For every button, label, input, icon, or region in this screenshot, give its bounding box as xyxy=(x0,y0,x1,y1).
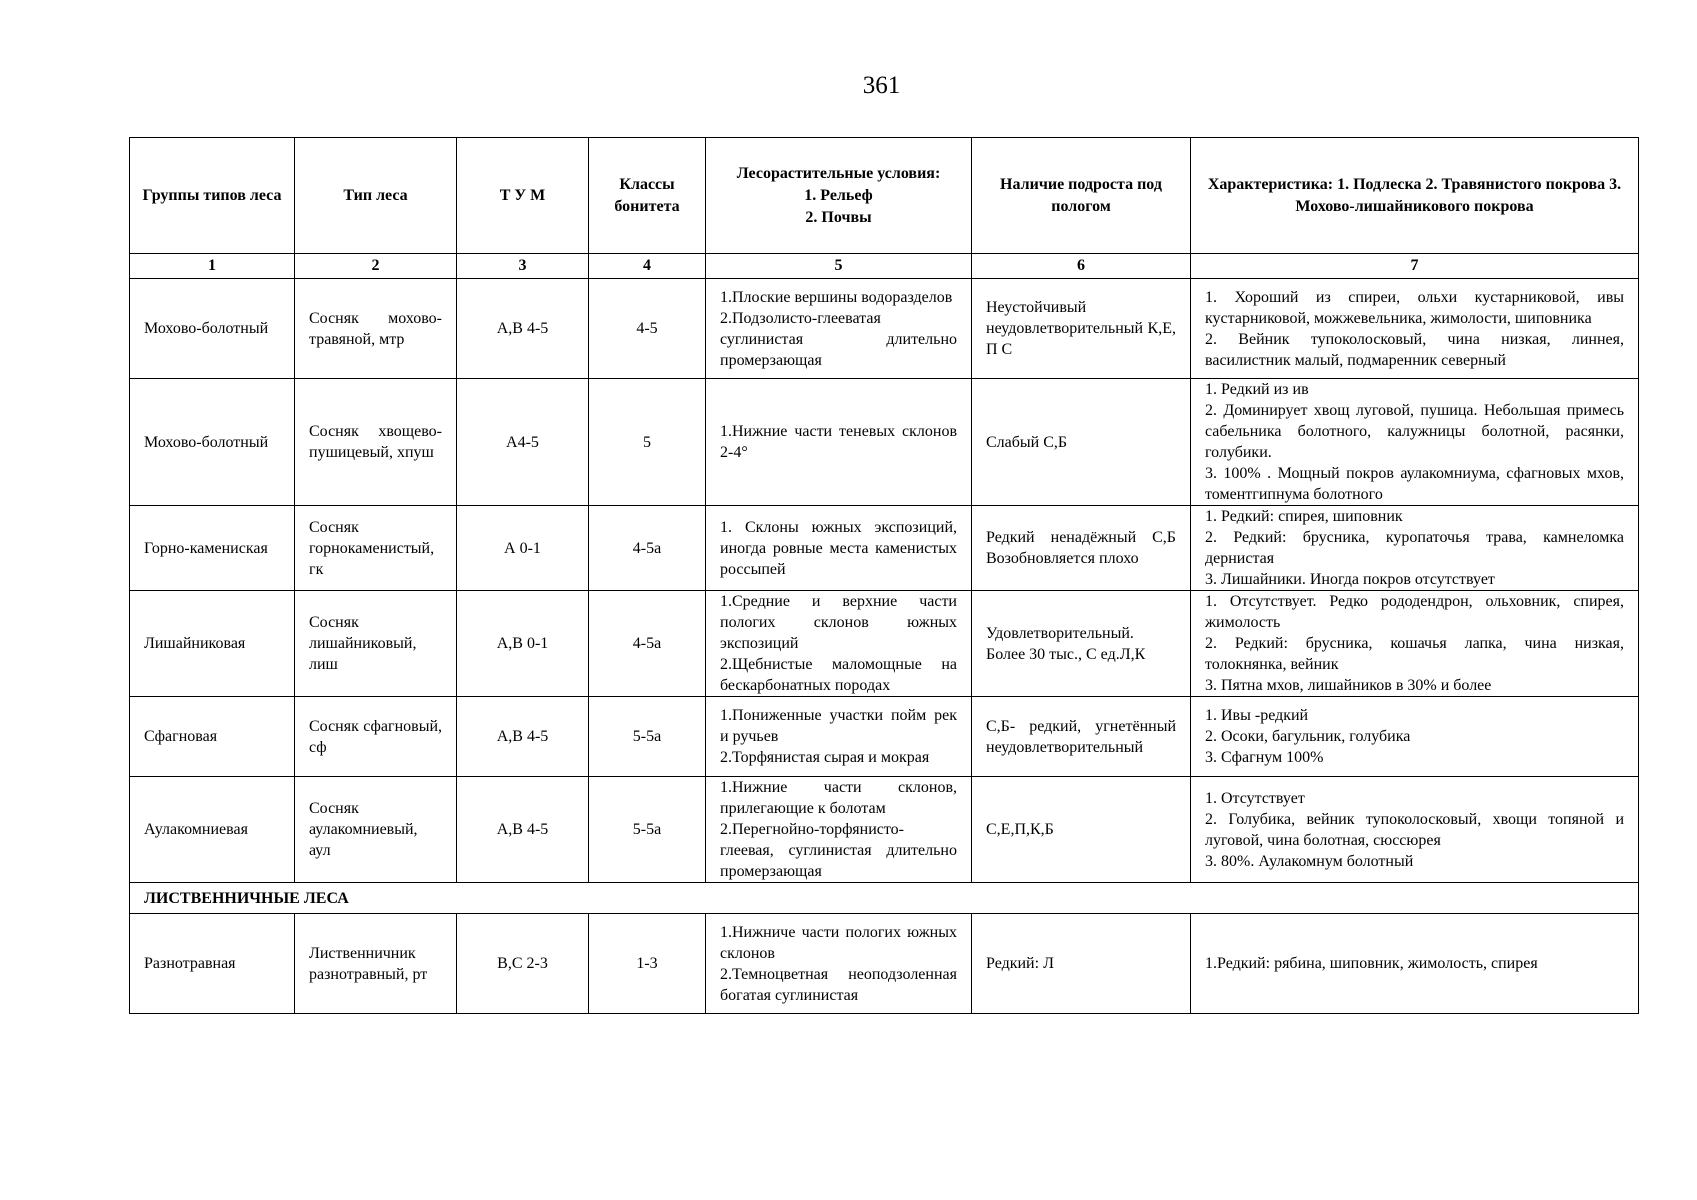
tum-cell: А 0-1 xyxy=(457,506,589,591)
bonitet-cell: 5 xyxy=(589,379,706,506)
undergrowth-cell: С,Б- редкий, угнетённый неудовлетворительный xyxy=(972,697,1191,777)
section-row xyxy=(130,883,1639,914)
characteristics-cell-line: 3. Пятна мхов, лишайников в 30% и более xyxy=(1205,677,1492,694)
header-undergrowth: Наличие подроста под пологом xyxy=(972,138,1191,254)
characteristics-cell-line: 2. Доминирует хвощ луговой, пушица. Небольшая примесь сабельника болотного, калужницы болотной, расянки, голубики. xyxy=(1205,402,1624,461)
table-row xyxy=(130,591,1639,697)
forest-group-cell: Мохово-болотный xyxy=(130,279,295,379)
conditions-cell-line: 2.Подзолисто-глееватая суглинистая длительно промерзающая xyxy=(720,309,957,369)
tum-cell: В,С 2-3 xyxy=(457,914,589,1014)
undergrowth-cell: Удовлетворительный. Более 30 тыс., С ед.Л,К xyxy=(972,591,1191,697)
characteristics-cell xyxy=(1191,279,1639,379)
header-tum: Т У М xyxy=(457,138,589,254)
forest-group-cell: Разнотравная xyxy=(130,914,295,1014)
header-forest-group: Группы типов леса xyxy=(130,138,295,254)
forest-type-cell: Лиственничник разнотравный, рт xyxy=(295,914,457,1014)
conditions-cell-line: 2.Щебнистые маломощные на бескарбонатных породах xyxy=(720,656,957,694)
header-row xyxy=(130,138,1639,254)
bonitet-cell: 4-5а xyxy=(589,591,706,697)
conditions-cell-line: 1.Средние и верхние части пологих склонов южных экспозиций xyxy=(720,593,957,652)
undergrowth-cell: Слабый С,Б xyxy=(972,379,1191,506)
column-number: 2 xyxy=(295,254,457,279)
characteristics-cell-line: 3. 100% . Мощный покров аулакомниума, сфагновых мхов, томентгипнума болотного xyxy=(1205,465,1624,503)
undergrowth-cell: С,Е,П,К,Б xyxy=(972,777,1191,883)
characteristics-cell-line: 1. Ивы -редкий xyxy=(1205,707,1309,724)
conditions-cell-line: 1.Пониженные участки пойм рек и ручьев xyxy=(720,707,957,745)
tum-cell: А4-5 xyxy=(457,379,589,506)
characteristics-cell-line: 2. Осоки, багульник, голубика xyxy=(1205,728,1411,745)
characteristics-cell xyxy=(1191,777,1639,883)
conditions-cell-line: 2.Темноцветная неоподзоленная богатая суглинистая xyxy=(720,965,957,1004)
conditions-cell xyxy=(706,777,972,883)
conditions-cell xyxy=(706,506,972,591)
characteristics-cell xyxy=(1191,506,1639,591)
characteristics-cell xyxy=(1191,914,1639,1014)
characteristics-cell-line: 1. Отсутствует xyxy=(1205,789,1305,807)
header-conditions-line: 2. Почвы xyxy=(805,208,872,226)
conditions-cell xyxy=(706,379,972,506)
section-title: ЛИСТВЕННИЧНЫЕ ЛЕСА xyxy=(130,883,1639,914)
table-row xyxy=(130,914,1639,1014)
conditions-cell xyxy=(706,279,972,379)
characteristics-cell-line: 2. Редкий: брусника, кошачья лапка, чина низкая, толокнянка, вейник xyxy=(1205,635,1624,673)
header-conditions-line: 1. Рельеф xyxy=(804,186,873,204)
column-number: 4 xyxy=(589,254,706,279)
characteristics-cell-line: 2. Голубика, вейник тупоколосковый, хвощи топяной и луговой, чина болотная, сюссюрея xyxy=(1205,810,1624,849)
conditions-cell-line: 1. Склоны южных экспозиций, иногда ровные места каменистых россыпей xyxy=(720,518,957,578)
column-number: 6 xyxy=(972,254,1191,279)
bonitet-cell: 5-5а xyxy=(589,697,706,777)
column-number: 3 xyxy=(457,254,589,279)
tum-cell: А,В 4-5 xyxy=(457,279,589,379)
characteristics-cell xyxy=(1191,697,1639,777)
header-forest-type: Тип леса xyxy=(295,138,457,254)
table-row xyxy=(130,279,1639,379)
column-number: 1 xyxy=(130,254,295,279)
characteristics-cell-line: 1.Редкий: рябина, шиповник, жимолость, спирея xyxy=(1205,955,1538,972)
forest-type-cell: Сосняк горнокаменистый, гк xyxy=(295,506,457,591)
characteristics-cell-line: 3. 80%. Аулакомнум болотный xyxy=(1205,852,1414,870)
header-conditions-line: Лесорастительные условия: xyxy=(736,164,941,182)
table-row xyxy=(130,506,1639,591)
forest-type-cell: Сосняк хвощево-пушицевый, хпуш xyxy=(295,379,457,506)
characteristics-cell-line: 1. Редкий из ив xyxy=(1205,381,1309,398)
forest-type-cell: Сосняк аулакомниевый, аул xyxy=(295,777,457,883)
conditions-cell-line: 2.Торфянистая сырая и мокрая xyxy=(720,749,930,766)
table-row xyxy=(130,697,1639,777)
characteristics-cell xyxy=(1191,379,1639,506)
forest-group-cell: Горно-камениская xyxy=(130,506,295,591)
column-number-row xyxy=(130,254,1639,279)
tum-cell: А,В 4-5 xyxy=(457,777,589,883)
characteristics-cell xyxy=(1191,591,1639,697)
conditions-cell-line: 1.Нижние части теневых склонов 2-4° xyxy=(720,423,957,461)
conditions-cell xyxy=(706,591,972,697)
undergrowth-cell: Редкий ненадёжный С,Б Возобновляется плохо xyxy=(972,506,1191,591)
conditions-cell xyxy=(706,914,972,1014)
forest-type-cell: Сосняк лишайниковый, лиш xyxy=(295,591,457,697)
conditions-cell xyxy=(706,697,972,777)
bonitet-cell: 4-5а xyxy=(589,506,706,591)
characteristics-cell-line: 2. Редкий: брусника, куропаточья трава, камнеломка дернистая xyxy=(1205,529,1624,567)
characteristics-cell-line: 2. Вейник тупоколосковый, чина низкая, линнея, василистник малый, подмаренник северный xyxy=(1205,330,1624,369)
forest-group-cell: Лишайниковая xyxy=(130,591,295,697)
bonitet-cell: 5-5а xyxy=(589,777,706,883)
characteristics-cell-line: 1. Отсутствует. Редко рододендрон, ольховник, спирея, жимолость xyxy=(1205,593,1624,631)
table-row xyxy=(130,379,1639,506)
characteristics-cell-line: 3. Сфагнум 100% xyxy=(1205,749,1324,766)
conditions-cell-line: 1.Нижние части склонов, прилегающие к болотам xyxy=(720,779,957,817)
characteristics-cell-line: 1. Хороший из спиреи, ольхи кустарниковой, ивы кустарниковой, можжевельника, жимолости, шиповника xyxy=(1205,288,1624,327)
table-row xyxy=(130,777,1639,883)
header-bonitet: Классы бонитета xyxy=(589,138,706,254)
forest-type-cell: Сосняк сфагновый, сф xyxy=(295,697,457,777)
forest-group-cell: Сфагновая xyxy=(130,697,295,777)
conditions-cell-line: 2.Перегнойно-торфянисто-глеевая, суглинистая длительно промерзающая xyxy=(720,821,957,880)
header-growing-conditions xyxy=(706,138,972,254)
conditions-cell-line: 1.Нижниче части пологих южных склонов xyxy=(720,923,957,962)
undergrowth-cell: Неустойчивый неудовлетворительный К,Е, П С xyxy=(972,279,1191,379)
page-number: 361 xyxy=(862,72,901,99)
forest-group-cell: Аулакомниевая xyxy=(130,777,295,883)
header-characteristics: Характеристика: 1. Подлеска 2. Травянистого покрова 3. Мохово-лишайникового покрова xyxy=(1191,138,1639,254)
forest-types-table xyxy=(129,137,1639,1014)
column-number: 7 xyxy=(1191,254,1639,279)
undergrowth-cell: Редкий: Л xyxy=(972,914,1191,1014)
bonitet-cell: 1-3 xyxy=(589,914,706,1014)
tum-cell: А,В 4-5 xyxy=(457,697,589,777)
conditions-cell-line: 1.Плоские вершины водоразделов xyxy=(720,288,953,306)
bonitet-cell: 4-5 xyxy=(589,279,706,379)
forest-group-cell: Мохово-болотный xyxy=(130,379,295,506)
forest-type-cell: Сосняк мохово-травяной, мтр xyxy=(295,279,457,379)
tum-cell: А,В 0-1 xyxy=(457,591,589,697)
characteristics-cell-line: 3. Лишайники. Иногда покров отсутствует xyxy=(1205,571,1495,588)
column-number: 5 xyxy=(706,254,972,279)
characteristics-cell-line: 1. Редкий: спирея, шиповник xyxy=(1205,508,1403,525)
